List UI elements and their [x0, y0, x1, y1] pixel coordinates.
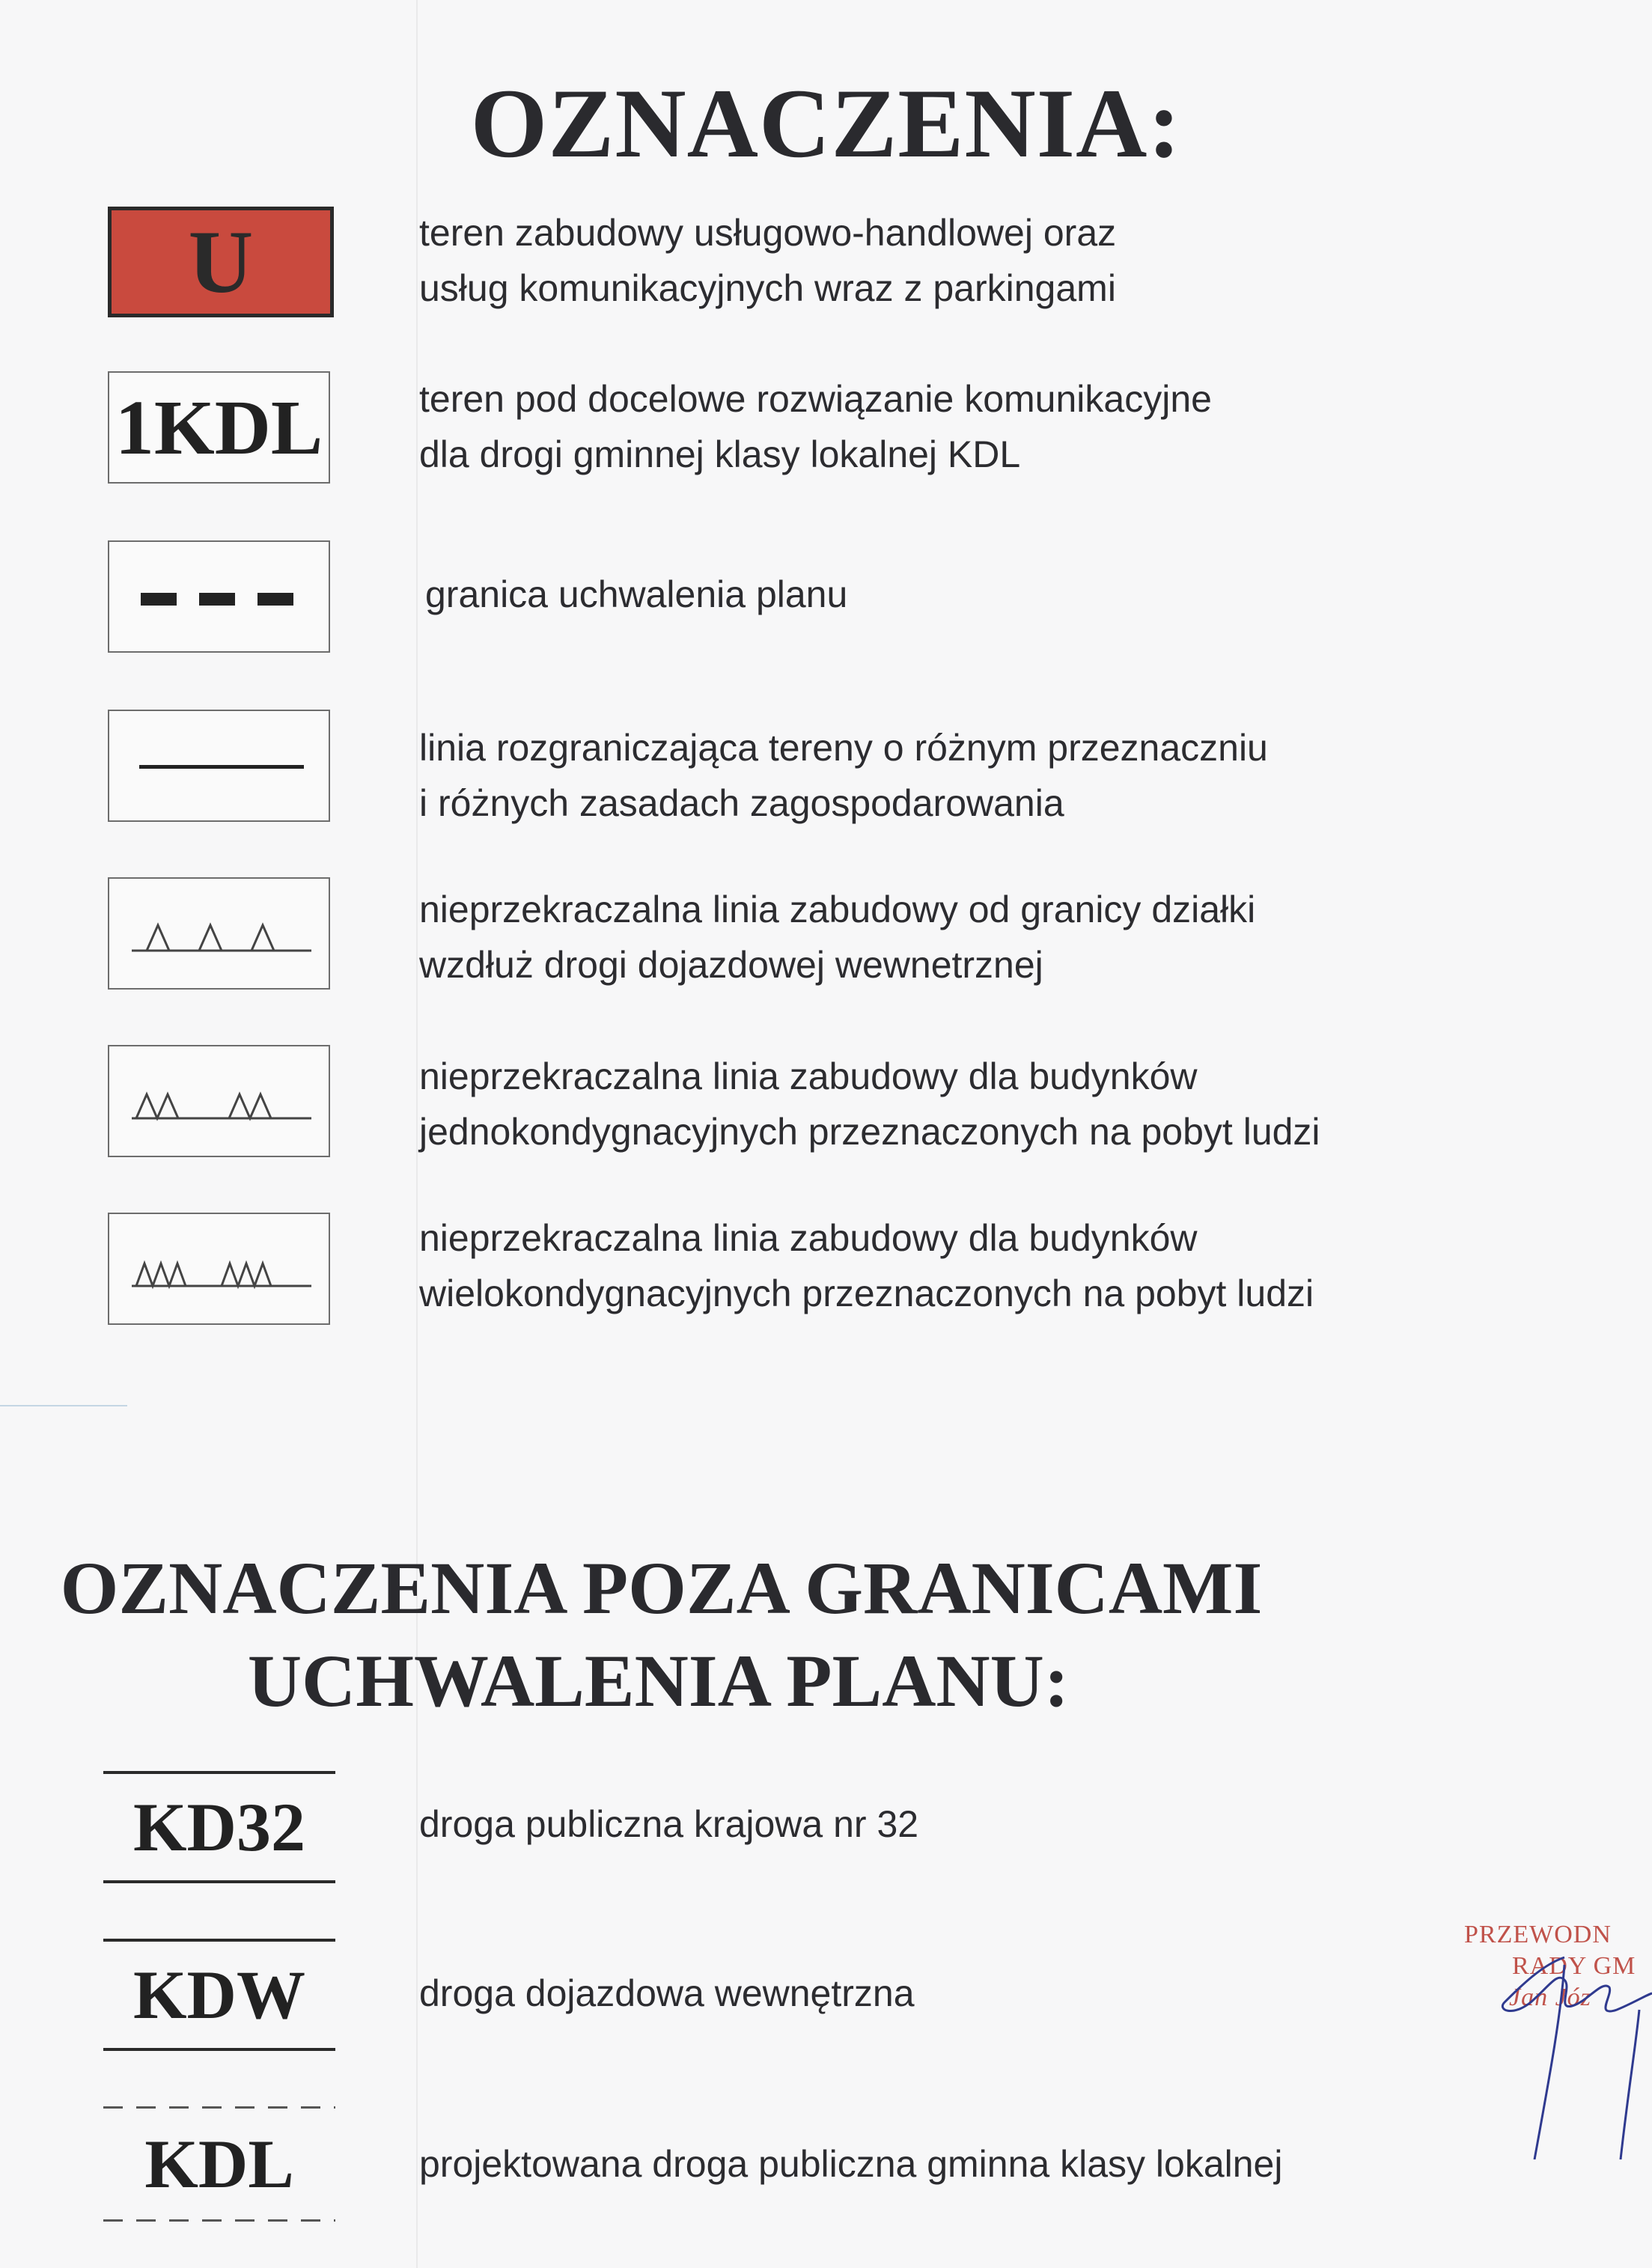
road-kdw-description: droga dojazdowa wewnętrzna — [419, 1972, 915, 2014]
road-kdw-bottom-line — [103, 2048, 335, 2051]
legend-single-triangles-line-2: wzdłuż drogi dojazdowej wewnetrznej — [419, 944, 1043, 986]
legend-title: OZNACZENIA: — [470, 68, 1182, 178]
legend-triple-triangles-description — [419, 1210, 1314, 1321]
road-kdw-symbol — [103, 1939, 335, 2051]
legend-solid-line-2: i różnych zasadach zagospodarowania — [419, 782, 1064, 824]
solid-line-icon — [109, 711, 329, 820]
legend-single-triangles-line-1: nieprzekraczalna linia zabudowy od granicy działki — [419, 888, 1256, 930]
symbol-1kdl-box — [108, 371, 330, 484]
stamp-line-2: RADY GM — [1512, 1952, 1636, 1980]
legend-double-triangles-line-1: nieprzekraczalna linia zabudowy dla budynków — [419, 1055, 1198, 1097]
legend-1kdl-line-1: teren pod docelowe rozwiązanie komunikacyjne — [419, 378, 1212, 420]
outside-title-line-1: OZNACZENIA POZA GRANICAMI — [60, 1546, 1263, 1630]
legend-1kdl-description — [419, 371, 1212, 482]
legend-double-triangles-description — [419, 1049, 1320, 1159]
paper-fold-line — [416, 0, 418, 2268]
road-kdl-symbol — [103, 2106, 335, 2222]
single-triangles-icon — [109, 879, 329, 988]
road-kdl-code: KDL — [144, 2126, 294, 2202]
stamp-line-1: PRZEWODN — [1464, 1921, 1612, 1948]
legend-solid-line-1: linia rozgraniczająca tereny o różnym przeznaczniu — [419, 727, 1268, 769]
legend-triple-triangles-line-2: wielokondygnacyjnych przeznaczonych na pobyt ludzi — [419, 1272, 1314, 1314]
symbol-1kdl-code: 1KDL — [115, 384, 323, 471]
legend-dashed-description — [425, 567, 847, 622]
symbol-single-triangles-box — [108, 877, 330, 990]
legend-u-line-2: usług komunikacyjnych wraz z parkingami — [419, 267, 1116, 309]
symbol-u-code: U — [188, 212, 254, 311]
road-kdw-top-line — [103, 1939, 335, 1942]
signature-stroke-2 — [1621, 2010, 1639, 2159]
outside-title-line-2: UCHWALENIA PLANU: — [247, 1639, 1070, 1722]
council-chairman-stamp — [1460, 1912, 1652, 2159]
legend-u-description — [419, 205, 1116, 316]
symbol-u-box — [108, 207, 334, 317]
double-triangles-icon — [109, 1046, 329, 1156]
road-kd32-description: droga publiczna krajowa nr 32 — [419, 1803, 919, 1845]
symbol-triple-triangles-box — [108, 1213, 330, 1325]
road-kd32-bottom-line — [103, 1880, 335, 1883]
road-kdl-description: projektowana droga publiczna gminna klasy lokalnej — [419, 2143, 1283, 2185]
outside-legend-title — [0, 1542, 1652, 1728]
legend-single-triangles-description — [419, 882, 1255, 993]
legend-dashed-line-1: granica uchwalenia planu — [425, 573, 848, 615]
legend-triple-triangles-line-1: nieprzekraczalna linia zabudowy dla budynków — [419, 1217, 1198, 1259]
dashed-line-icon — [109, 542, 329, 651]
legend-u-line-1: teren zabudowy usługowo-handlowej oraz — [419, 212, 1117, 254]
symbol-solid-line-box — [108, 710, 330, 822]
symbol-double-triangles-box — [108, 1045, 330, 1157]
road-kd32-symbol — [103, 1771, 335, 1883]
scan-artifact — [0, 1405, 127, 1406]
legend-solid-description — [419, 720, 1268, 831]
road-kdl-bottom-dashed-line — [103, 2219, 335, 2222]
legend-double-triangles-line-2: jednokondygnacyjnych przeznaczonych na pobyt ludzi — [419, 1111, 1320, 1153]
stamp-line-3: Jan Józ — [1509, 1984, 1591, 2011]
triple-triangles-icon — [109, 1214, 329, 1323]
road-kd32-top-line — [103, 1771, 335, 1774]
road-kdl-top-dashed-line — [103, 2106, 335, 2109]
road-kdw-code: KDW — [133, 1957, 305, 2033]
legend-1kdl-line-2: dla drogi gminnej klasy lokalnej KDL — [419, 433, 1021, 475]
symbol-dashed-line-box — [108, 540, 330, 653]
road-kd32-code: KD32 — [133, 1789, 305, 1865]
